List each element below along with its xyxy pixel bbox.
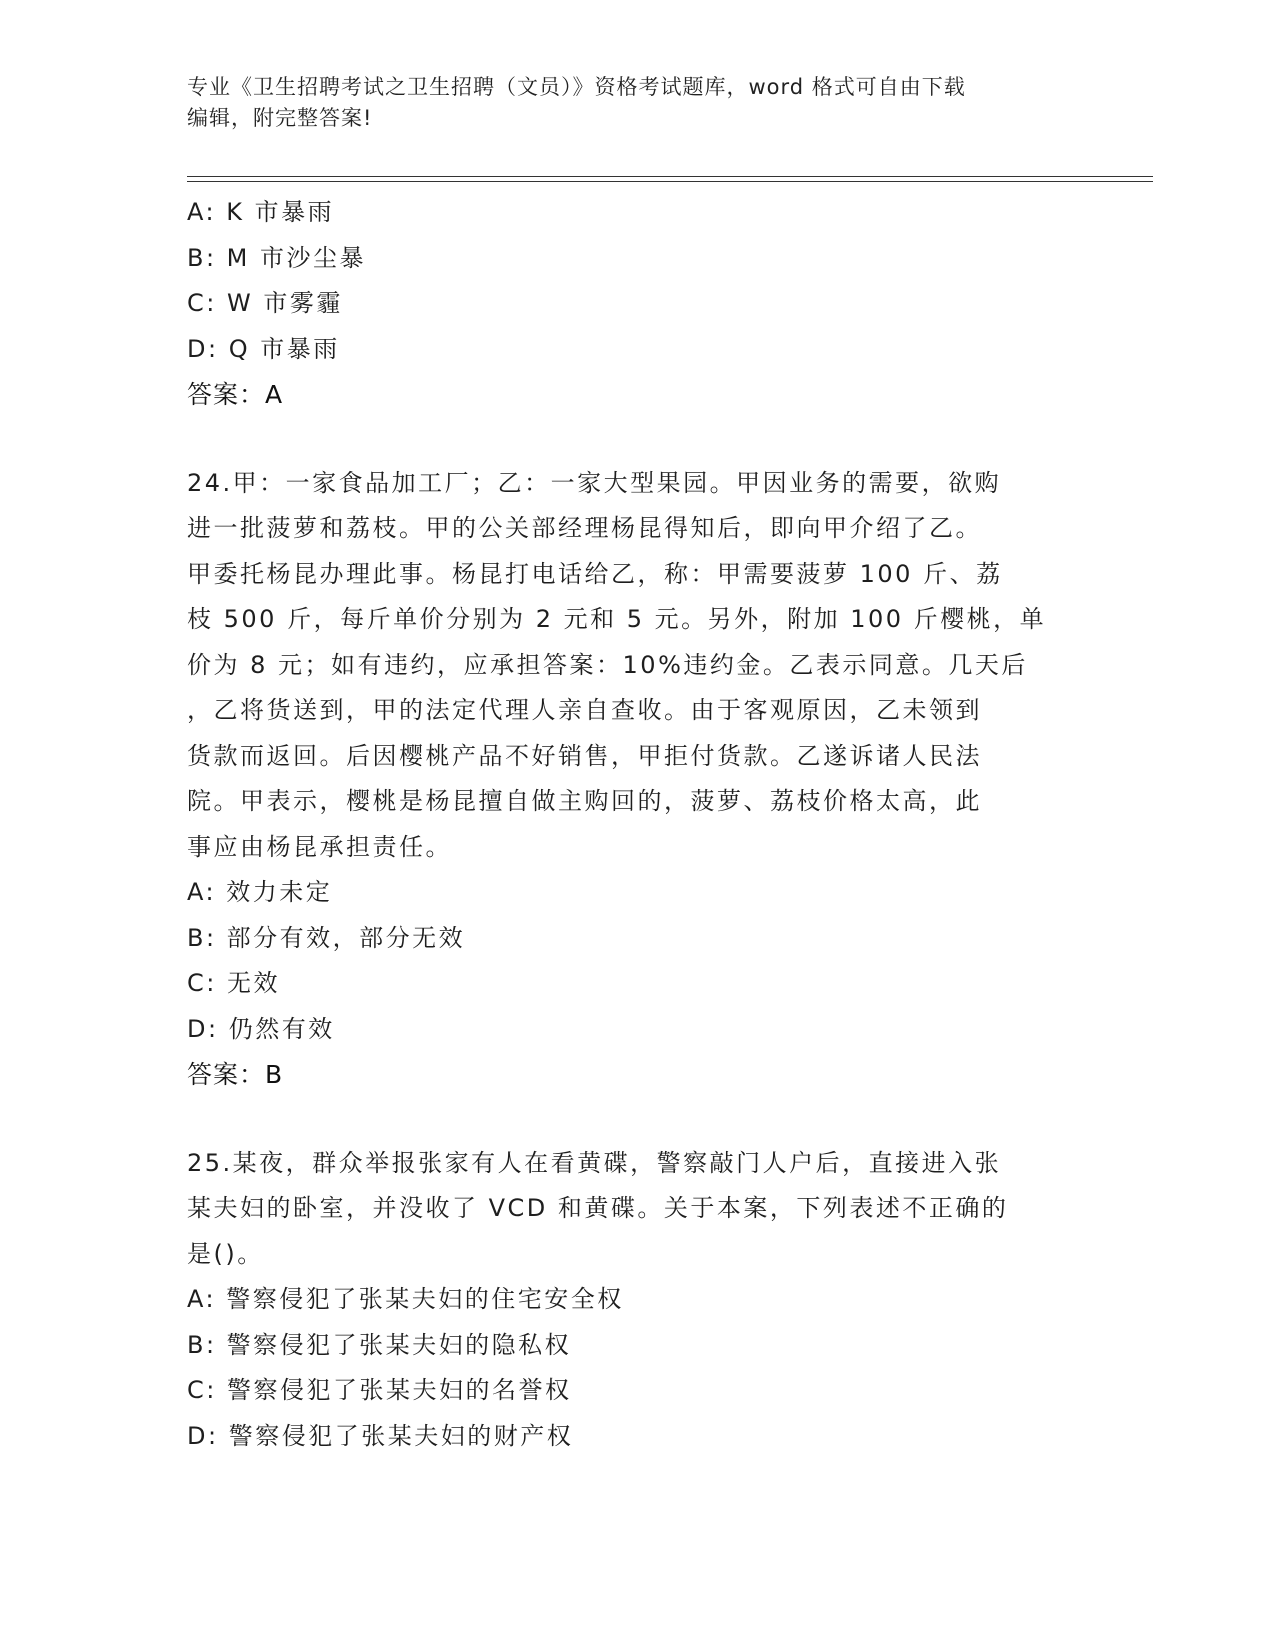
stem-line: 进一批菠萝和荔枝。甲的公关部经理杨昆得知后，即向甲介绍了乙。 [187, 514, 982, 542]
question-24-stem [187, 461, 1067, 871]
stem-line: 24.甲：一家食品加工厂；乙：一家大型果园。甲因业务的需要，欲购 [187, 468, 1002, 497]
header-line-1: 专业《卫生招聘考试之卫生招聘（文员）》资格考试题库，word 格式可自由下载 [187, 75, 966, 99]
stem-line: ，乙将货送到，甲的法定代理人亲自查收。由于客观原因，乙未领到 [187, 696, 982, 724]
question-25-options [187, 1277, 1087, 1459]
stem-line: 价为 8 元；如有违约，应承担答案：10%违约金。乙表示同意。几天后 [187, 650, 1028, 679]
question-24-answer: 答案：B [187, 1060, 284, 1089]
header-rule-top [187, 176, 1153, 177]
stem-line: 是()。 [187, 1239, 264, 1268]
question-24-options [187, 870, 1087, 1052]
spacer [187, 418, 1087, 461]
stem-line: 甲委托杨昆办理此事。杨昆打电话给乙，称：甲需要菠萝 100 斤、荔 [187, 559, 1003, 588]
stem-line: 25.某夜，群众举报张家有人在看黄碟，警察敲门人户后，直接进入张 [187, 1148, 1002, 1177]
question-23-answer: 答案：A [187, 380, 284, 409]
option-c: C: 警察侵犯了张某夫妇的名誉权 [187, 1376, 572, 1404]
option-a: A: 效力未定 [187, 878, 333, 906]
header-line-2: 编辑，附完整答案! [187, 106, 373, 130]
stem-line: 院。甲表示，樱桃是杨昆擅自做主购回的，菠萝、荔枝价格太高，此 [187, 787, 982, 815]
stem-line: 枝 500 斤，每斤单价分别为 2 元和 5 元。另外，附加 100 斤樱桃，单 [187, 605, 1047, 633]
header-rule-bottom [187, 181, 1153, 182]
option-d: D: 警察侵犯了张某夫妇的财产权 [187, 1421, 574, 1450]
option-c: C: W 市雾霾 [187, 289, 343, 317]
question-25-stem [187, 1141, 1067, 1278]
option-b: B: M 市沙尘暴 [187, 243, 367, 272]
option-a: A: 警察侵犯了张某夫妇的住宅安全权 [187, 1285, 624, 1313]
page-header [187, 72, 1067, 134]
question-content [187, 190, 1087, 1459]
option-d: D: Q 市暴雨 [187, 334, 340, 363]
option-b: B: 警察侵犯了张某夫妇的隐私权 [187, 1330, 572, 1359]
option-c: C: 无效 [187, 969, 280, 997]
option-b: B: 部分有效，部分无效 [187, 923, 466, 952]
option-d: D: 仍然有效 [187, 1014, 335, 1043]
stem-line: 货款而返回。后因樱桃产品不好销售，甲拒付货款。乙遂诉诸人民法 [187, 741, 982, 770]
option-a: A: K 市暴雨 [187, 198, 335, 226]
stem-line: 某夫妇的卧室，并没收了 VCD 和黄碟。关于本案，下列表述不正确的 [187, 1194, 1009, 1222]
question-23-options [187, 190, 1087, 372]
stem-line: 事应由杨昆承担责任。 [187, 832, 452, 861]
spacer [187, 1098, 1087, 1141]
